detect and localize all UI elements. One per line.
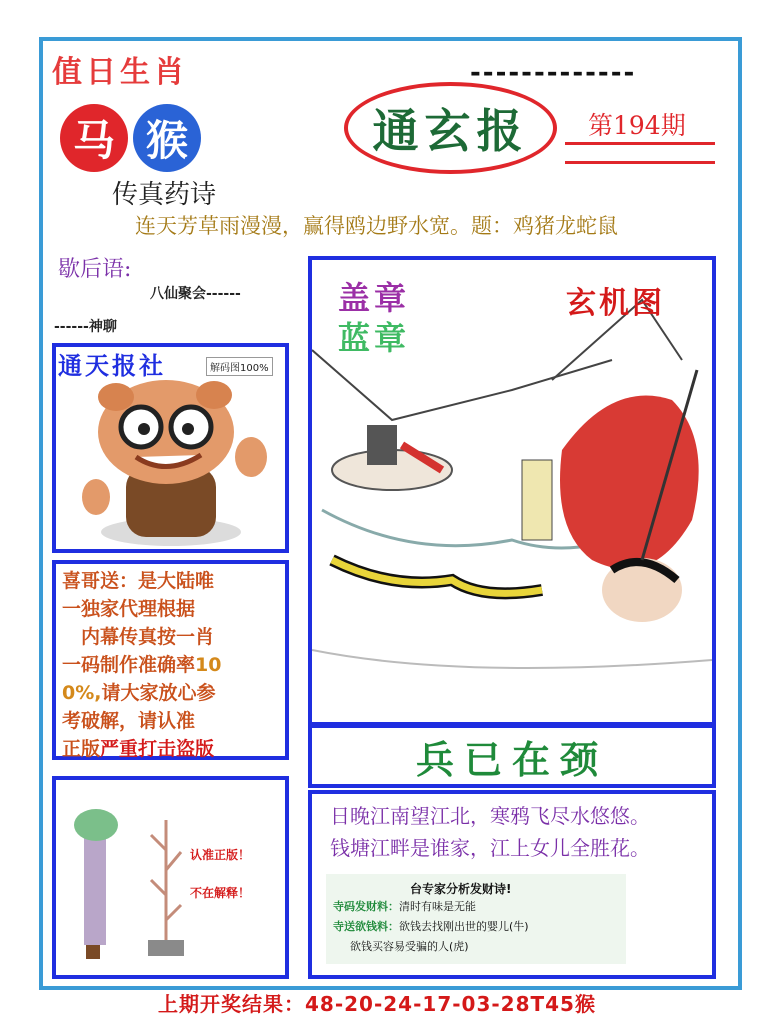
analysis-row-3: 欲钱买容易受骗的人(虎) <box>350 940 469 953</box>
pig-panel-header: 通天报社 <box>58 352 166 380</box>
analysis-row-1-text: 清时有味是无能 <box>399 900 476 913</box>
poem2-line-1: 日晚江南望江北，寒鸦飞尽水悠悠。 <box>330 804 650 828</box>
promo-line-6: 考破解，请认准 <box>62 710 196 732</box>
authentic-panel <box>52 776 289 979</box>
phrase-panel <box>308 724 716 788</box>
figure-illustration <box>56 780 285 975</box>
analysis-row-1-label: 寺码发财料： <box>333 900 399 913</box>
promo-line-5 <box>62 679 279 707</box>
authentic-line-2: 不在解释！ <box>190 886 251 900</box>
phrase-text: 兵已在颈 <box>415 736 608 782</box>
promo-line-4-text: 一码制作准确率 <box>62 654 196 676</box>
top-dashes: ------------- <box>470 58 637 88</box>
analysis-row-2-label: 寺送欲钱料： <box>333 920 399 933</box>
promo-line-7-b: 严重打击盗版 <box>100 738 215 760</box>
promo-line-2: 一独家代理根据 <box>62 598 196 620</box>
analysis-row-1 <box>333 898 476 914</box>
analysis-row-2 <box>333 918 529 934</box>
promo-line-4-num: 10 <box>195 654 222 676</box>
poem-line: 连天芳草雨漫漫，赢得鸥边野水宽。题：鸡猪龙蛇鼠 <box>135 214 618 238</box>
zodiac-badge-horse: 马 <box>60 104 128 172</box>
paper-title: 通玄报 <box>344 82 557 174</box>
zodiac-of-day-label: 值日生肖 <box>52 55 188 90</box>
zodiac-badge-monkey: 猴 <box>133 104 201 172</box>
promo-line-3: 内幕传真按一肖 <box>62 626 215 648</box>
analysis-title: 台专家分析发财诗! <box>410 882 512 896</box>
promo-line-7 <box>62 735 279 763</box>
authentic-line-1: 认准正版！ <box>190 848 251 862</box>
decode-tag: 解码图100% <box>206 357 273 376</box>
analysis-row-2-text: 欲钱去找刚出世的婴儿(牛) <box>399 920 529 933</box>
promo-line-4 <box>62 651 279 679</box>
promo-line-7-a: 正版 <box>62 738 101 760</box>
xiehou-answer: ------神聊 <box>54 319 117 335</box>
issue-underline <box>565 142 715 164</box>
poem-title: 传真药诗 <box>112 180 217 210</box>
promo-panel <box>52 560 289 760</box>
issue-number: 第194期 <box>588 111 686 140</box>
xiehou-question: 八仙聚会------ <box>150 286 241 302</box>
mystery-picture-label: 玄机图 <box>566 286 665 321</box>
promo-line-5-num: 0%, <box>62 682 102 704</box>
stamp-label-lan: 蓝章 <box>338 319 411 357</box>
poem2-line-2: 钱塘江畔是谁家，江上女儿全胜花。 <box>330 836 650 860</box>
stamp-label-gai: 盖章 <box>338 279 411 317</box>
last-draw-result: 上期开奖结果：48-20-24-17-03-28T45猴 <box>158 992 596 1016</box>
xiehou-label: 歇后语: <box>58 257 132 282</box>
promo-line-1: 喜哥送：是大陆唯 <box>62 570 215 592</box>
promo-line-5-text: 请大家放心参 <box>101 682 216 704</box>
